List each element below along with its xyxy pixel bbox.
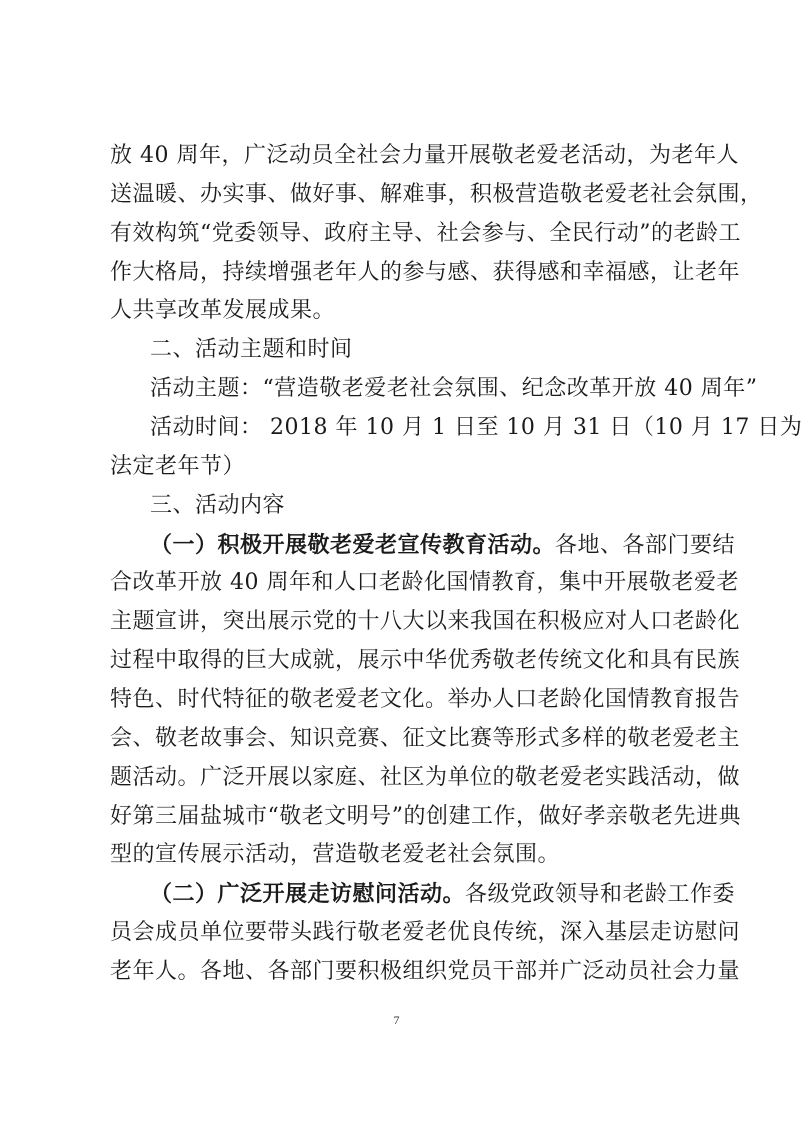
paragraph-line: 好第三届盐城市“敬老文明号”的创建工作，做好孝亲敬老先进典 xyxy=(110,804,741,829)
paragraph-line: 放 40 周年，广泛动员全社会力量开展敬老爱老活动，为老年人 xyxy=(110,143,739,168)
item2-first-text: 各级党政领导和老龄工作委 xyxy=(465,882,736,907)
paragraph-line: 作大格局，持续增强老年人的参与感、获得感和幸福感，让老年 xyxy=(110,260,741,285)
paragraph-line: 员会成员单位要带头践行敬老爱老优良传统，深入基层走访慰问 xyxy=(110,920,741,945)
paragraph-line: 题活动。广泛开展以家庭、社区为单位的敬老爱老实践活动，做 xyxy=(110,765,741,790)
item1-first-line xyxy=(150,530,736,560)
paragraph-line: 主题宣讲，突出展示党的十八大以来我国在积极应对人口老龄化 xyxy=(110,609,741,634)
paragraph-line: 特色、时代特征的敬老爱老文化。举办人口老龄化国情教育报告 xyxy=(110,687,741,712)
paragraph-line: 型的宣传展示活动，营造敬老爱老社会氛围。 xyxy=(110,842,561,867)
theme-line: 活动主题：“营造敬老爱老社会氛围、纪念改革开放 40 周年” xyxy=(150,376,758,401)
item1-title: （一）积极开展敬老爱老宣传教育活动。 xyxy=(150,532,556,558)
paragraph-line: 人共享改革发展成果。 xyxy=(110,298,336,323)
paragraph-line: 有效构筑“党委领导、政府主导、社会参与、全民行动”的老龄工 xyxy=(110,221,741,246)
paragraph-line: 合改革开放 40 周年和人口老龄化国情教育，集中开展敬老爱老 xyxy=(110,570,739,595)
item2-first-line xyxy=(150,879,736,909)
page-number: 7 xyxy=(393,1013,400,1027)
paragraph-line: 过程中取得的巨大成就，展示中华优秀敬老传统文化和具有民族 xyxy=(110,648,741,673)
time-line: 活动时间： 2018 年 10 月 1 日至 10 月 31 日（10 月 17 日为 xyxy=(150,415,802,440)
time-line-continued: 法定老年节） xyxy=(110,454,246,479)
paragraph-line: 会、敬老故事会、知识竞赛、征文比赛等形式多样的敬老爱老主 xyxy=(110,726,741,751)
section-heading-content: 三、活动内容 xyxy=(150,493,286,518)
item1-first-text: 各地、各部门要结 xyxy=(555,533,736,558)
item2-title: （二）广泛开展走访慰问活动。 xyxy=(150,881,466,907)
paragraph-line: 老年人。各地、各部门要积极组织党员干部并广泛动员社会力量 xyxy=(110,959,741,984)
paragraph-line: 送温暖、办实事、做好事、解难事，积极营造敬老爱老社会氛围， xyxy=(110,182,763,207)
section-heading-theme-time: 二、活动主题和时间 xyxy=(150,337,353,362)
